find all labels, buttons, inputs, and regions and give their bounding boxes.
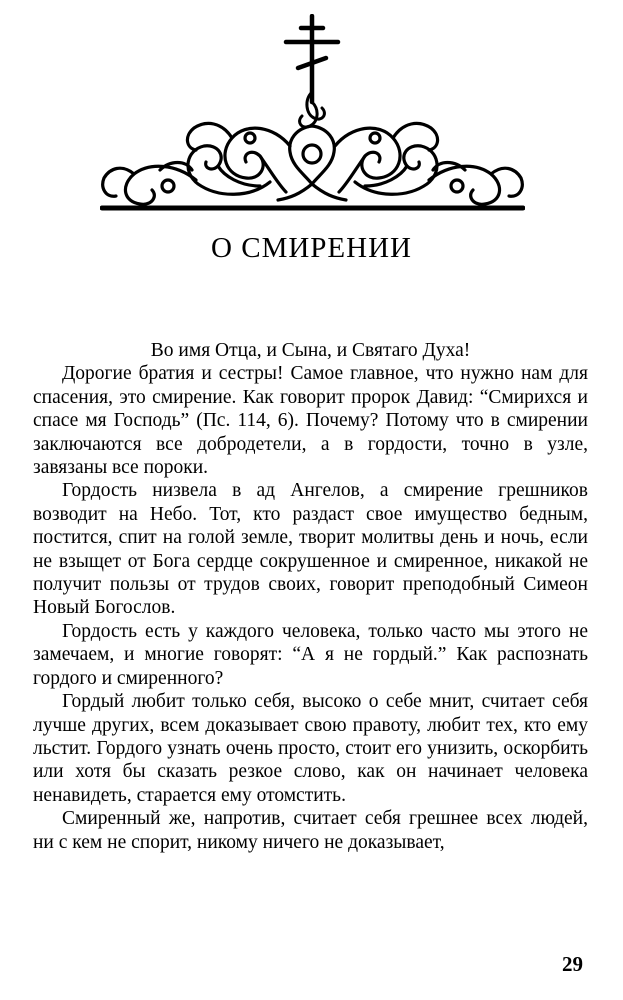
paragraph: Гордость есть у каждого человека, только часто мы этого не замечаем, и многие говорят: “А я не гордый.” Как распознать гордого и смиренного? — [33, 620, 588, 689]
chapter-title: О СМИРЕНИИ — [211, 232, 412, 264]
paragraph: Гордость низвела в ад Ангелов, а смирение грешников возводит на Небо. Тот, кто раздаст свое имущество бедным, постится, спит на голой земле, творит молитвы день и ночь, если не взыщет от Бога сердце сокрушенное и смиренное, никакой не получит пользы от трудов своих, говорит преподобный Симеон Новый Богослов. — [33, 480, 588, 619]
paragraph: Смиренный же, напротив, считает себя грешнее всех людей, ни с кем не спорит, никому ничего не доказывает, — [33, 808, 588, 853]
orthodox-cross-ornament-icon — [100, 14, 525, 214]
paragraph: Гордый любит только себя, высоко о себе мнит, считает себя лучше других, всем доказывает свою правоту, любит тех, кто ему льстит. Гордого узнать очень просто, стоит его унизить, оскорбить или хотя бы сказать резкое слово, как он начинает человека ненавидеть, старается ему отомстить. — [33, 691, 588, 806]
chapter-body — [33, 339, 588, 854]
page-number: 29 — [562, 952, 583, 976]
invocation-line: Во имя Отца, и Сына, и Святаго Духа! — [150, 340, 471, 361]
paragraph: Дорогие братия и сестры! Самое главное, что нужно нам для спасения, это смирение. Как говорит пророк Давид: “Смирихся и спасе мя Господь” (Пс. 114, 6). Почему? Потому что в смирении заключаются все добродетели, а в гордости, точно в узле, завязаны все пороки. — [33, 363, 588, 479]
